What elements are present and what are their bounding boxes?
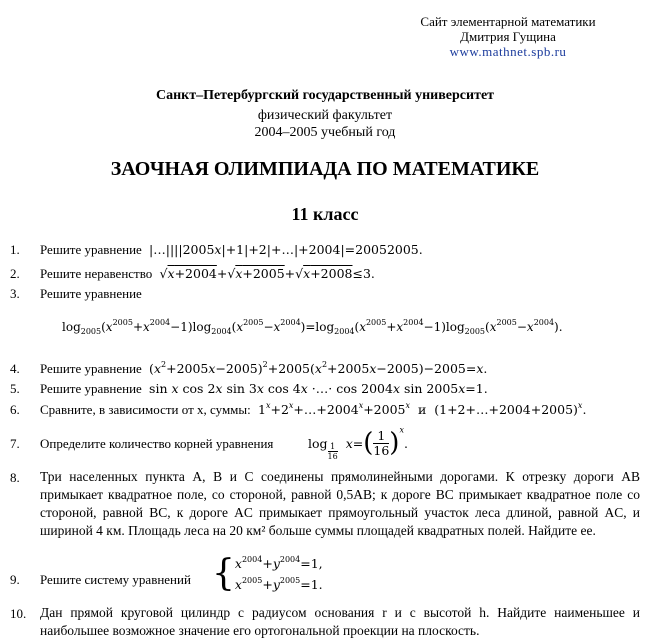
problem-3-formula: $\log_{2005}(x^{2005}+x^{2004}-1)\log_{2004}(x^{2005}-x^{2004})=\log_{2004}(x^{2005}+x^{2004}-1)\log_{2005}(x^{2005}-x^{2004})$.: [62, 318, 563, 336]
problem-text: Решите уравнение: [40, 381, 142, 396]
faculty-name: физический факультет: [257, 108, 393, 123]
university-name: Санкт–Петербургский государственный университет: [155, 88, 495, 103]
problem-text: Определите количество корней уравнения: [40, 436, 274, 451]
problem-5: [40, 381, 488, 397]
problem-formula: $1^x+2^x+\dots+2004^x+2005^x$ и (1+2+…+2004+2005)$^x$.: [254, 401, 587, 417]
problem-6: [40, 402, 586, 418]
page-title: ЗАОЧНАЯ ОЛИМПИАДА ПО МАТЕМАТИКЕ: [110, 158, 540, 180]
problem-text: Решите систему уравнений: [40, 572, 191, 587]
problem-formula: |…||||2005x|+1|+2|+…|+2004|=20052005.: [145, 242, 423, 257]
grade-label: 11 класс: [291, 204, 359, 224]
problem-formula: √x+2004+√x+2005+√x+2008≤3.: [155, 266, 375, 281]
problem-8: Три населенных пункта A, B и C соединены прямолинейными дорогами. К отрезку дороги AB примыкает квадратное поле, со стороной, равной 0,5AB; к дороге BC примыкает квадратное поле со стороной, равной BC, к дороге AC примыкает прямоугольный участок леса длиной, равной AC, и шириной 4 км. Площадь леса на 20 км² больше суммы площадей квадратных полей. Найдите ее.: [40, 469, 640, 538]
problem-9: [40, 572, 191, 588]
academic-year: 2004–2005 учебный год: [254, 125, 396, 140]
problem-text: Решите уравнение: [40, 242, 142, 257]
problem-text: Решите неравенство: [40, 266, 153, 281]
problem-formula: sin x cos 2x sin 3x cos 4x ·…· cos 2004x sin 2005x=1.: [145, 381, 488, 396]
problem-7: [40, 436, 273, 452]
problem-9-system: { $x^{2004}+y^{2004}=1$, $x^{2005}+y^{2005}=1$.: [212, 553, 323, 594]
problem-7-formula: log $\frac{1}{16}$ x=( $\frac{1}{16}$ )$^x$.: [308, 425, 408, 461]
problem-number: 4.: [10, 361, 20, 376]
problem-number: 10.: [10, 606, 27, 621]
problem-2: [40, 266, 375, 282]
problem-3: Решите уравнение: [40, 286, 142, 301]
site-name: Сайт элементарной математики: [420, 14, 596, 29]
site-header: [408, 14, 608, 59]
problem-1: [40, 242, 423, 258]
site-link[interactable]: www.mathnet.spb.ru: [449, 44, 567, 59]
problem-text: Сравните, в зависимости от x, суммы:: [40, 402, 251, 417]
problem-10: Дан прямой круговой цилиндр с радиусом основания r и с высотой h. Найдите наименьшее и наибольшее возможное значение его ортогональной проекции на плоскость.: [40, 605, 640, 638]
problem-text: Решите уравнение: [40, 361, 142, 376]
problem-4: [40, 361, 487, 377]
problem-number: 3.: [10, 286, 20, 301]
problem-number: 7.: [10, 436, 20, 451]
problem-formula: $(x^2+2005x-2005)^2+2005(x^2+2005x-2005)-2005=x$.: [145, 360, 488, 376]
problem-number: 2.: [10, 266, 20, 281]
site-author: Дмитрия Гущина: [460, 29, 556, 44]
problem-number: 9.: [10, 572, 20, 587]
problem-number: 8.: [10, 470, 20, 485]
problem-number: 5.: [10, 381, 20, 396]
problem-number: 6.: [10, 402, 20, 417]
problem-number: 1.: [10, 242, 20, 257]
